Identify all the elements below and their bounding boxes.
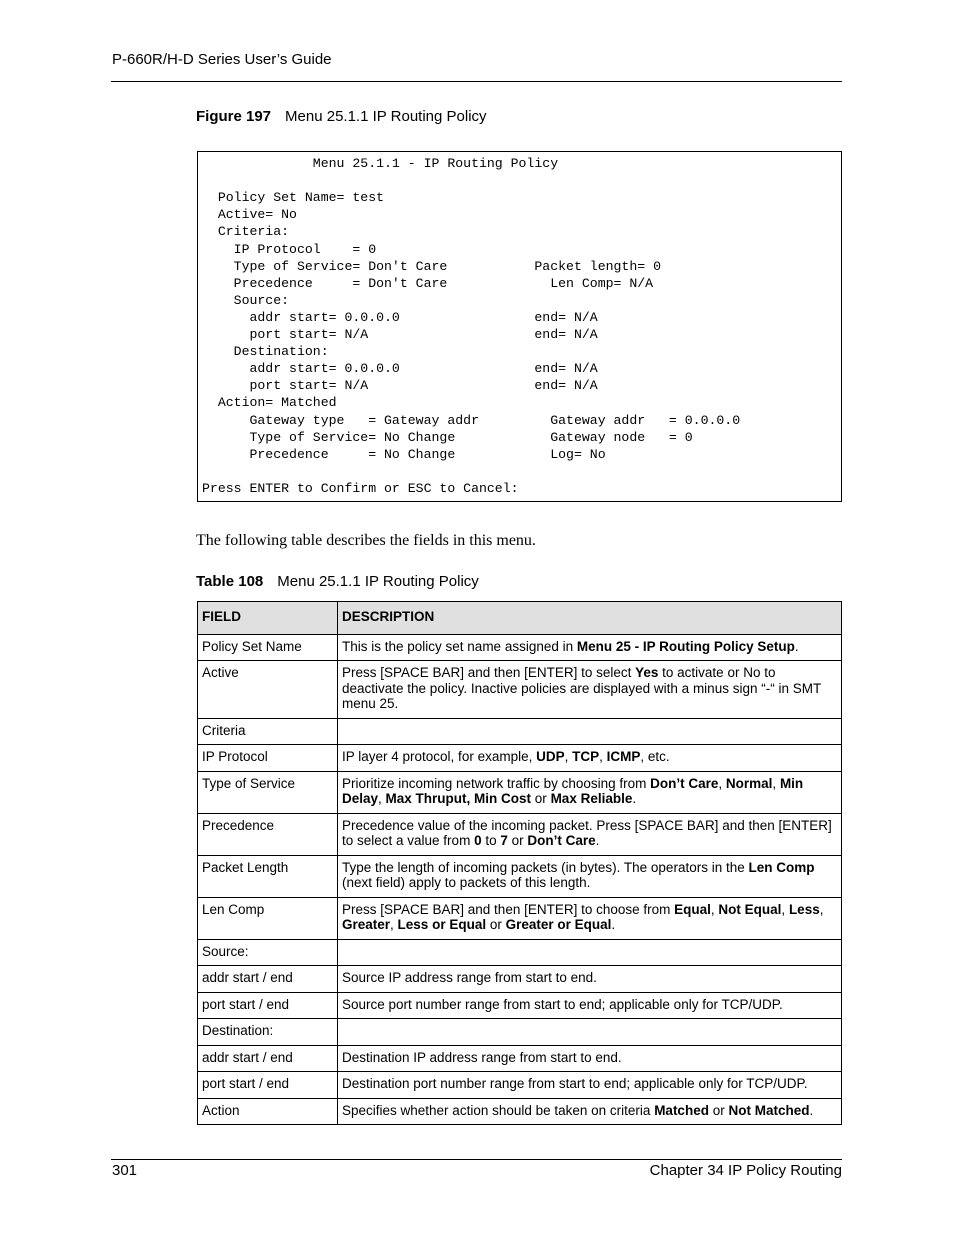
screen-line: addr start= 0.0.0.0 end= N/A <box>202 361 598 377</box>
table-row <box>198 855 842 897</box>
field-name-cell: IP Protocol <box>198 745 338 772</box>
screen-line: Precedence = Don't Care Len Comp= N/A <box>202 275 654 291</box>
field-name-cell: Type of Service <box>198 771 338 813</box>
field-name-cell: Precedence <box>198 813 338 855</box>
table-row <box>198 634 842 661</box>
footer-divider <box>111 1159 842 1160</box>
description-bold-text: Max Thruput, Min Cost <box>385 791 532 806</box>
description-cell <box>338 1019 842 1046</box>
description-bold-text: Len Comp <box>748 859 815 875</box>
description-bold-text: TCP <box>572 749 600 764</box>
table-row <box>198 1072 842 1099</box>
description-cell <box>338 813 842 855</box>
description-cell <box>338 992 842 1019</box>
description-bold-text: 7 <box>500 833 508 848</box>
field-name-cell: Action <box>198 1098 338 1125</box>
description-text: Press [SPACE BAR] and then [ENTER] to select <box>342 665 636 680</box>
table-row <box>198 992 842 1019</box>
field-name-cell: Active <box>198 661 338 719</box>
description-text: to <box>481 833 501 848</box>
description-cell <box>338 745 842 772</box>
description-text: . <box>595 833 600 848</box>
screen-line: port start= N/A end= N/A <box>202 327 598 342</box>
screen-line: IP Protocol = 0 <box>202 241 377 257</box>
description-cell <box>338 634 842 661</box>
description-text: , <box>772 775 780 791</box>
screen-line: Source: <box>202 292 290 308</box>
description-cell <box>338 1098 842 1125</box>
screen-line: Destination: <box>202 344 329 360</box>
field-name-cell: port start / end <box>198 992 338 1019</box>
description-bold-text: Not Matched <box>728 1102 810 1118</box>
description-text: , <box>781 901 789 917</box>
description-cell <box>338 718 842 745</box>
smt-menu-screen <box>197 151 842 502</box>
table-header-row <box>198 602 842 635</box>
field-description-table <box>197 601 842 1125</box>
description-text: , <box>718 775 726 791</box>
table-row <box>198 813 842 855</box>
description-bold-text: UDP <box>536 749 565 764</box>
description-text: or <box>708 1102 729 1118</box>
description-text: Source port number range from start to end; applicable only for TCP/UDP. <box>342 996 783 1012</box>
description-cell <box>338 966 842 993</box>
table-title: Menu 25.1.1 IP Routing Policy <box>277 573 479 590</box>
screen-line: Menu 25.1.1 - IP Routing Policy <box>202 156 559 171</box>
description-cell <box>338 1072 842 1099</box>
description-bold-text: Normal <box>725 775 773 791</box>
table-row <box>198 745 842 772</box>
table-row <box>198 966 842 993</box>
description-bold-text: Equal <box>674 901 711 917</box>
description-bold-text: ICMP <box>606 749 641 764</box>
screen-line: addr start= 0.0.0.0 end= N/A <box>202 309 598 325</box>
chapter-title: Chapter 34 IP Policy Routing <box>649 1162 842 1179</box>
table-row <box>198 897 842 939</box>
description-text: Type the length of incoming packets (in bytes). The operators in the <box>342 859 749 875</box>
screen-line: Precedence = No Change Log= No <box>202 446 606 462</box>
description-text: , <box>378 791 386 806</box>
description-text: , <box>599 749 607 764</box>
description-text: , <box>390 917 398 932</box>
table-row <box>198 1019 842 1046</box>
table-row <box>198 661 842 719</box>
description-bold-text: Max Reliable <box>550 791 633 806</box>
description-bold-text: Less <box>788 901 820 917</box>
description-bold-text: Less or Equal <box>397 917 487 932</box>
description-text: . <box>809 1102 814 1118</box>
description-text: Press [SPACE BAR] and then [ENTER] to choose from <box>342 901 675 917</box>
screen-line: Type of Service= No Change Gateway node = 0 <box>202 429 693 445</box>
table-row <box>198 939 842 966</box>
description-text: Specifies whether action should be taken on criteria <box>342 1102 655 1118</box>
field-name-cell: Criteria <box>198 718 338 745</box>
intro-paragraph: The following table describes the fields in this menu. <box>196 532 536 549</box>
screen-line: Gateway type = Gateway addr Gateway addr = 0.0.0.0 <box>202 412 741 428</box>
column-header-description: DESCRIPTION <box>338 602 842 635</box>
screen-line: port start= N/A end= N/A <box>202 378 598 394</box>
description-cell <box>338 897 842 939</box>
screen-line: Active= No <box>202 207 297 223</box>
table-row <box>198 718 842 745</box>
description-bold-text: Don’t Care <box>650 775 719 791</box>
table-row <box>198 1045 842 1072</box>
field-name-cell: Len Comp <box>198 897 338 939</box>
description-text: , <box>710 901 719 917</box>
description-cell <box>338 855 842 897</box>
description-text: , <box>564 749 573 764</box>
screen-line: Criteria: <box>202 224 290 240</box>
field-name-cell: addr start / end <box>198 966 338 993</box>
field-name-cell: Source: <box>198 939 338 966</box>
table-row <box>198 1098 842 1125</box>
description-text: Source IP address range from start to end. <box>342 970 597 985</box>
description-text: to activate or No to deactivate the policy. Inactive policies are displayed with a minus sign “-“ in SMT menu 25. <box>342 665 821 711</box>
table-caption <box>196 573 479 590</box>
screen-line: Type of Service= Don't Care Packet length= 0 <box>202 258 661 274</box>
description-text: or <box>531 791 551 806</box>
description-text: , etc. <box>640 749 670 764</box>
page-header-title: P-660R/H-D Series User’s Guide <box>112 51 332 68</box>
figure-label: Figure 197 <box>196 108 272 125</box>
description-bold-text: Don’t Care <box>527 833 596 848</box>
description-text: , <box>819 901 824 917</box>
field-name-cell: Packet Length <box>198 855 338 897</box>
page-number: 301 <box>112 1162 138 1179</box>
description-text: Destination port number range from start to end; applicable only for TCP/UDP. <box>342 1076 808 1091</box>
description-bold-text: Matched <box>654 1102 709 1118</box>
description-cell <box>338 771 842 813</box>
figure-caption <box>196 108 487 125</box>
description-text: . <box>632 791 637 806</box>
field-name-cell: port start / end <box>198 1072 338 1099</box>
description-cell <box>338 661 842 719</box>
description-text: IP layer 4 protocol, for example, <box>342 749 537 764</box>
field-name-cell: addr start / end <box>198 1045 338 1072</box>
screen-line: Press ENTER to Confirm or ESC to Cancel: <box>202 480 519 496</box>
description-text: or <box>507 833 528 848</box>
description-text: Precedence value of the incoming packet. Press [SPACE BAR] and then [ENTER] to select a value from <box>342 817 832 848</box>
field-name-cell: Destination: <box>198 1019 338 1046</box>
screen-line: Policy Set Name= test <box>202 190 385 206</box>
description-bold-text: Not Equal <box>718 901 782 917</box>
field-name-cell: Policy Set Name <box>198 634 338 661</box>
description-text: . <box>611 917 616 932</box>
description-bold-text: Greater <box>342 917 391 932</box>
description-bold-text: Menu 25 - IP Routing Policy Setup <box>576 638 795 654</box>
description-text: This is the policy set name assigned in <box>342 638 577 654</box>
table-label: Table 108 <box>196 573 264 590</box>
description-text: or <box>486 917 506 932</box>
screen-line: Action= Matched <box>202 395 337 411</box>
column-header-field: FIELD <box>198 602 338 635</box>
description-text: . <box>794 638 799 654</box>
description-bold-text: Greater or Equal <box>505 917 612 932</box>
table-row <box>198 771 842 813</box>
description-bold-text: Yes <box>635 665 659 680</box>
description-cell <box>338 1045 842 1072</box>
header-divider <box>111 81 842 82</box>
description-text: Prioritize incoming network traffic by choosing from <box>342 775 651 791</box>
description-cell <box>338 939 842 966</box>
description-text: Destination IP address range from start to end. <box>342 1049 622 1065</box>
description-bold-text: Min Delay <box>342 775 804 806</box>
figure-title: Menu 25.1.1 IP Routing Policy <box>285 108 487 125</box>
description-bold-text: 0 <box>474 833 482 848</box>
description-text: (next field) apply to packets of this length. <box>342 875 591 890</box>
